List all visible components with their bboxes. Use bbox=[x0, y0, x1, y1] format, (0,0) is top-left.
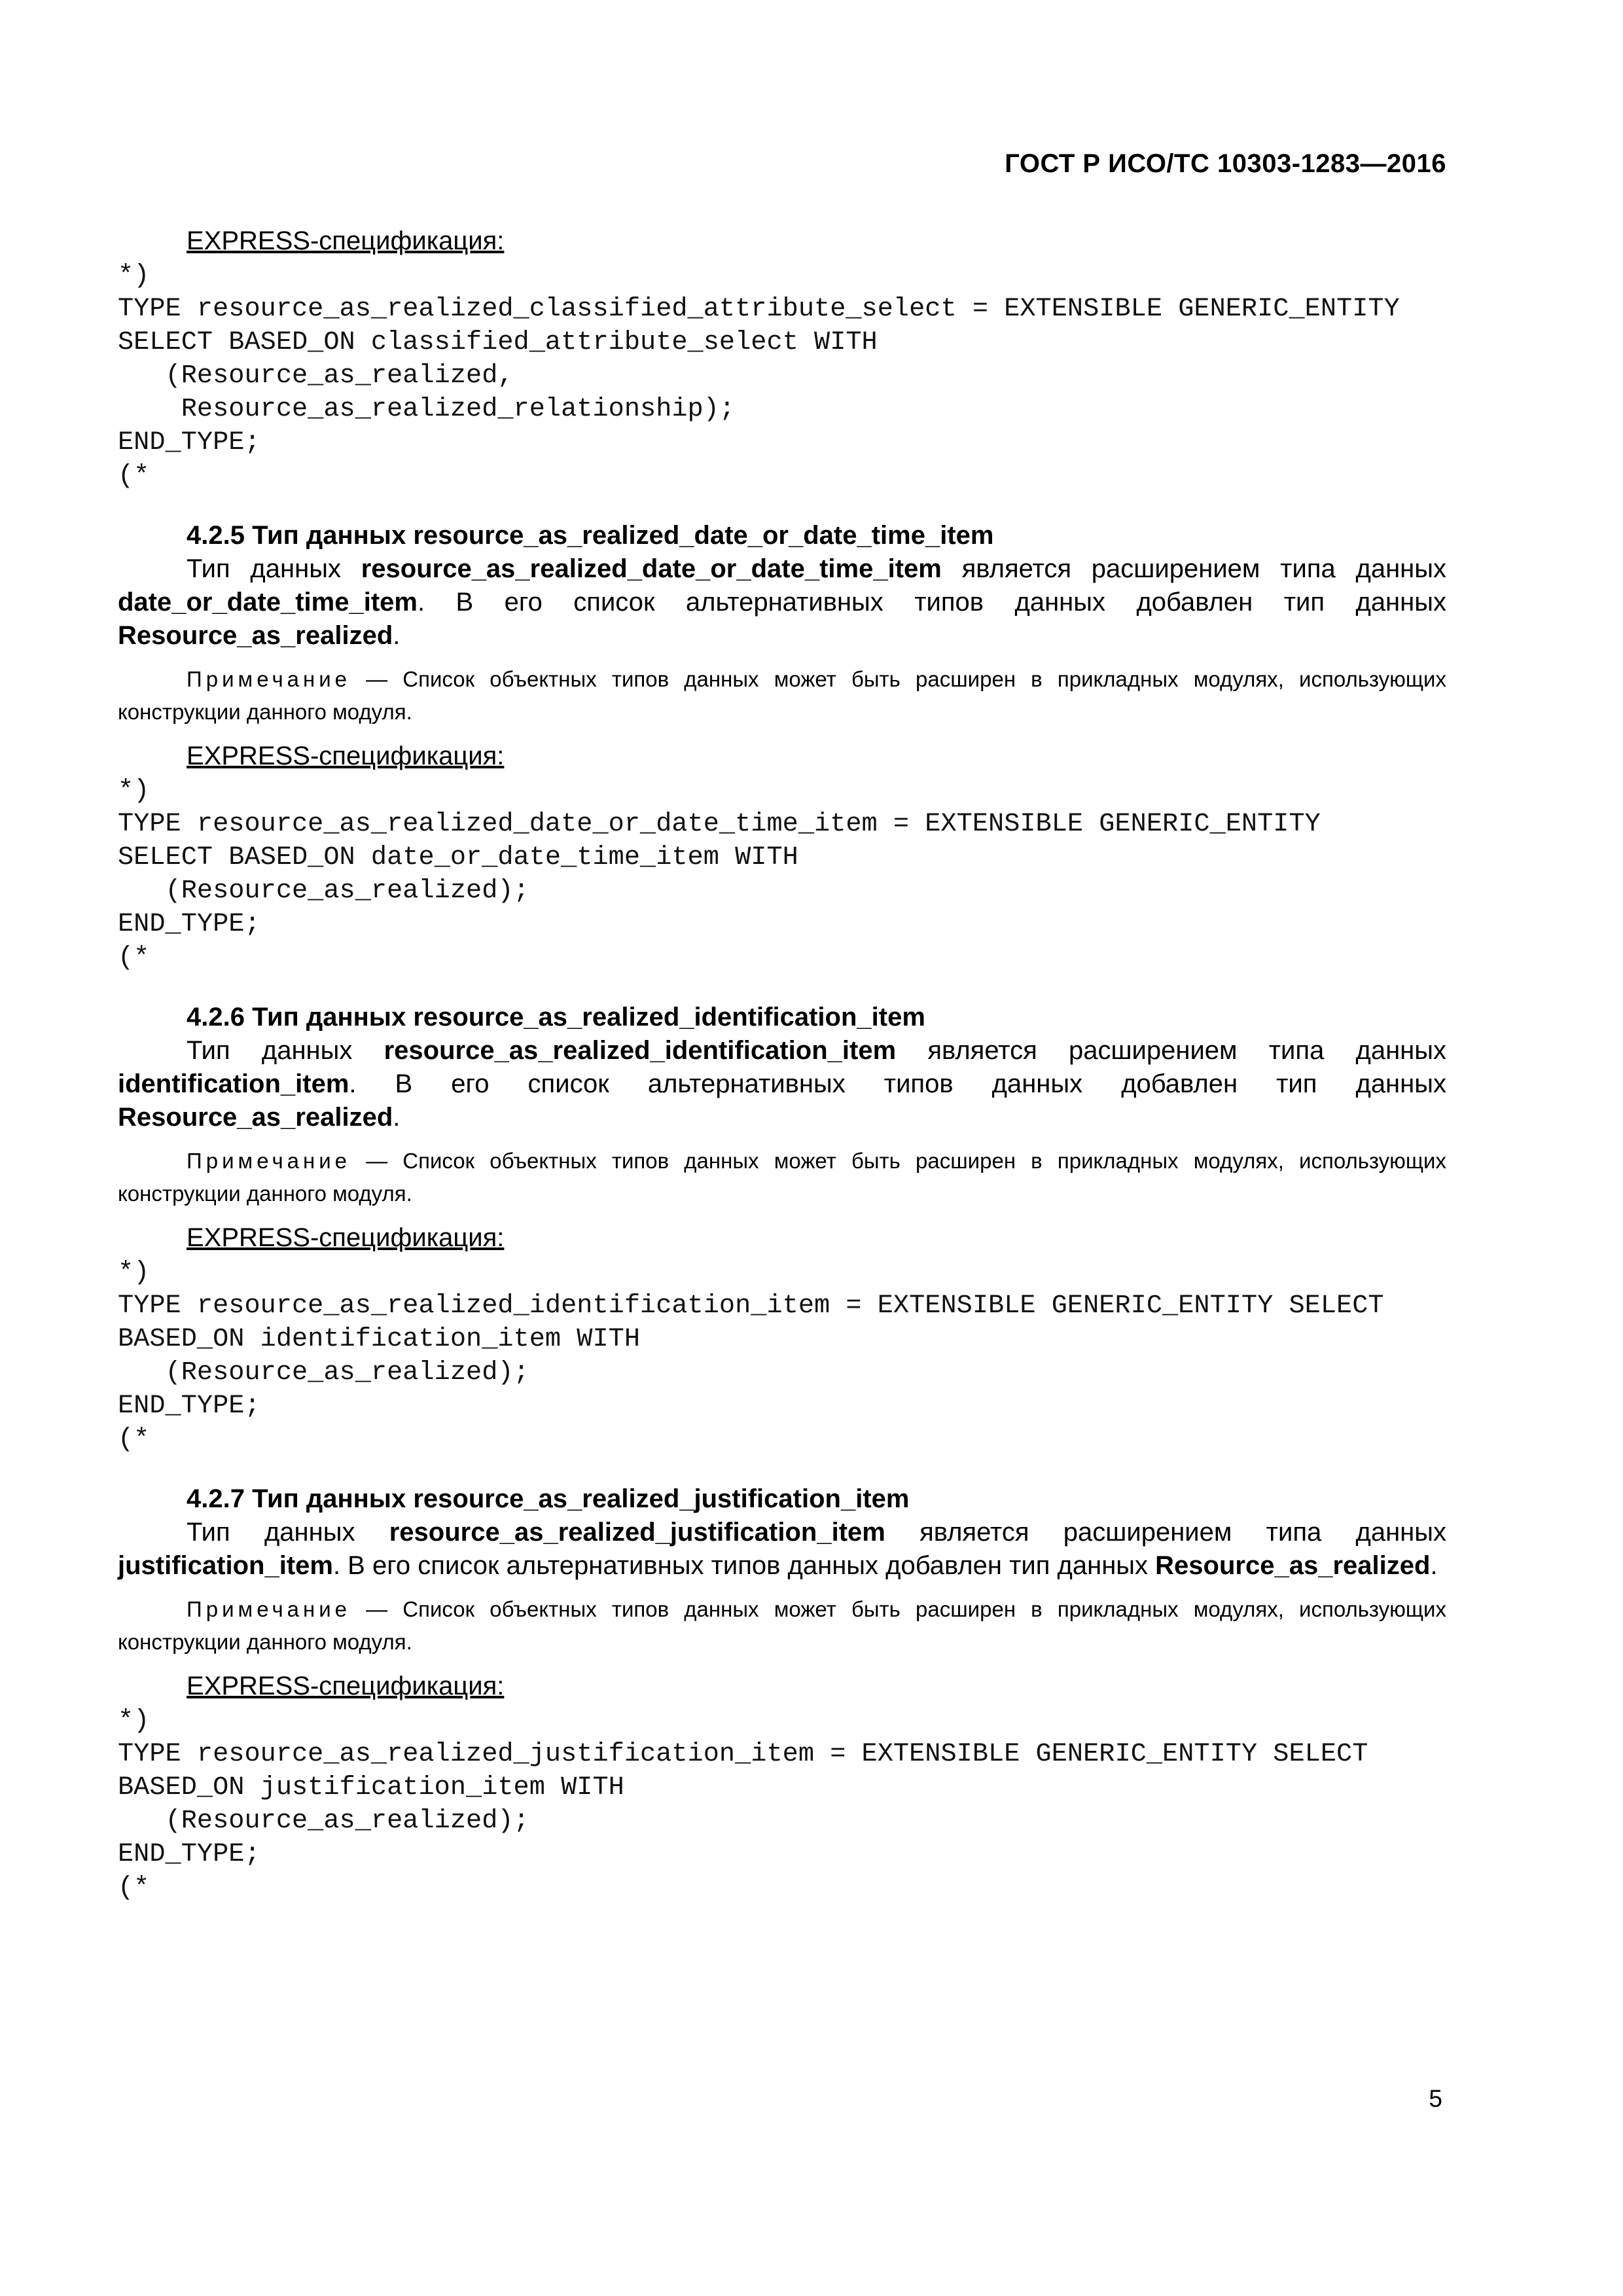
text-span: является расширением типа данных bbox=[885, 1518, 1447, 1547]
type-name: resource_as_realized_justification_item bbox=[389, 1518, 885, 1547]
text-span: Тип данных bbox=[187, 1036, 384, 1065]
note bbox=[118, 1593, 1446, 1659]
document-body bbox=[118, 223, 1446, 1905]
base-type-name: identification_item bbox=[118, 1069, 349, 1098]
note bbox=[118, 1145, 1446, 1210]
express-spec-label-text: EXPRESS-спецификация bbox=[187, 226, 497, 255]
note-label: Примечание bbox=[187, 667, 351, 691]
text-span: Тип данных bbox=[187, 554, 361, 583]
text-span: является расширением типа данных bbox=[896, 1036, 1447, 1065]
express-code-block: *) TYPE resource_as_realized_justification_item = EXTENSIBLE GENERIC_ENTITY SELECT BASED_ON justification_item WITH (Resource_as_realized); END_TYPE; (* bbox=[118, 1706, 1368, 1903]
section-paragraph bbox=[118, 1034, 1446, 1134]
express-spec-label bbox=[187, 223, 1446, 259]
text-span: . В его список альтернативных типов данных добавлен тип данных bbox=[332, 1551, 1156, 1580]
express-spec-label bbox=[187, 1668, 1446, 1704]
express-spec-colon: : bbox=[497, 1672, 505, 1700]
text-span: . bbox=[393, 621, 401, 650]
text-span: . В его список альтернативных типов данных добавлен тип данных bbox=[417, 588, 1446, 617]
express-spec-label bbox=[187, 738, 1446, 774]
added-type-name: Resource_as_realized bbox=[118, 1103, 393, 1132]
express-code-block: *) TYPE resource_as_realized_identification_item = EXTENSIBLE GENERIC_ENTITY SELECT BASED_ON identification_item WITH (Resource_as_realized); END_TYPE; (* bbox=[118, 1257, 1384, 1454]
express-code-block: *) TYPE resource_as_realized_date_or_date_time_item = EXTENSIBLE GENERIC_ENTITY SELECT BASED_ON date_or_date_time_item WITH (Resource_as_realized); END_TYPE; (* bbox=[118, 776, 1321, 973]
section-paragraph bbox=[118, 552, 1446, 653]
express-spec-colon: : bbox=[497, 226, 505, 255]
type-name: resource_as_realized_date_or_date_time_item bbox=[361, 554, 942, 583]
text-span: . В его список альтернативных типов данных добавлен тип данных bbox=[349, 1069, 1446, 1098]
note-label: Примечание bbox=[187, 1597, 351, 1621]
express-spec-label-text: EXPRESS-спецификация bbox=[187, 1223, 497, 1252]
section-title-4-2-6: 4.2.6 Тип данных resource_as_realized_identification_item bbox=[187, 1003, 925, 1031]
note bbox=[118, 663, 1446, 728]
text-span: является расширением типа данных bbox=[941, 554, 1446, 583]
type-name: resource_as_realized_identification_item bbox=[383, 1036, 897, 1065]
added-type-name: Resource_as_realized bbox=[1155, 1551, 1431, 1580]
note-text: — Список объектных типов данных может быть расширен в прикладных модулях, использующих конструкции данного модуля. bbox=[118, 1149, 1446, 1206]
section-title-4-2-5: 4.2.5 Тип данных resource_as_realized_date_or_date_time_item bbox=[187, 521, 994, 550]
note-text: — Список объектных типов данных может быть расширен в прикладных модулях, использующих конструкции данного модуля. bbox=[118, 1597, 1446, 1654]
section-title-4-2-7: 4.2.7 Тип данных resource_as_realized_justification_item bbox=[187, 1484, 910, 1513]
express-spec-colon: : bbox=[497, 742, 505, 770]
base-type-name: date_or_date_time_item bbox=[118, 588, 418, 617]
note-text: — Список объектных типов данных может быть расширен в прикладных модулях, использующих конструкции данного модуля. bbox=[118, 667, 1446, 724]
express-spec-colon: : bbox=[497, 1223, 505, 1252]
note-label: Примечание bbox=[187, 1149, 351, 1173]
text-span: . bbox=[1430, 1551, 1438, 1580]
section-paragraph bbox=[118, 1516, 1446, 1583]
express-spec-label-text: EXPRESS-спецификация bbox=[187, 742, 497, 770]
page-header-standard-code: ГОСТ Р ИСО/ТС 10303-1283—2016 bbox=[1005, 149, 1446, 178]
added-type-name: Resource_as_realized bbox=[118, 621, 393, 650]
text-span: . bbox=[393, 1103, 401, 1132]
express-spec-label-text: EXPRESS-спецификация bbox=[187, 1672, 497, 1700]
page-number: 5 bbox=[1429, 2085, 1442, 2112]
express-spec-label bbox=[187, 1219, 1446, 1256]
base-type-name: justification_item bbox=[118, 1551, 333, 1580]
express-code-block: *) TYPE resource_as_realized_classified_attribute_select = EXTENSIBLE GENERIC_ENTITY SELECT BASED_ON classified_attribute_select WITH (Resource_as_realized, Resource_as_realized_relationship); END_TYPE; (* bbox=[118, 260, 1400, 491]
text-span: Тип данных bbox=[187, 1518, 389, 1547]
